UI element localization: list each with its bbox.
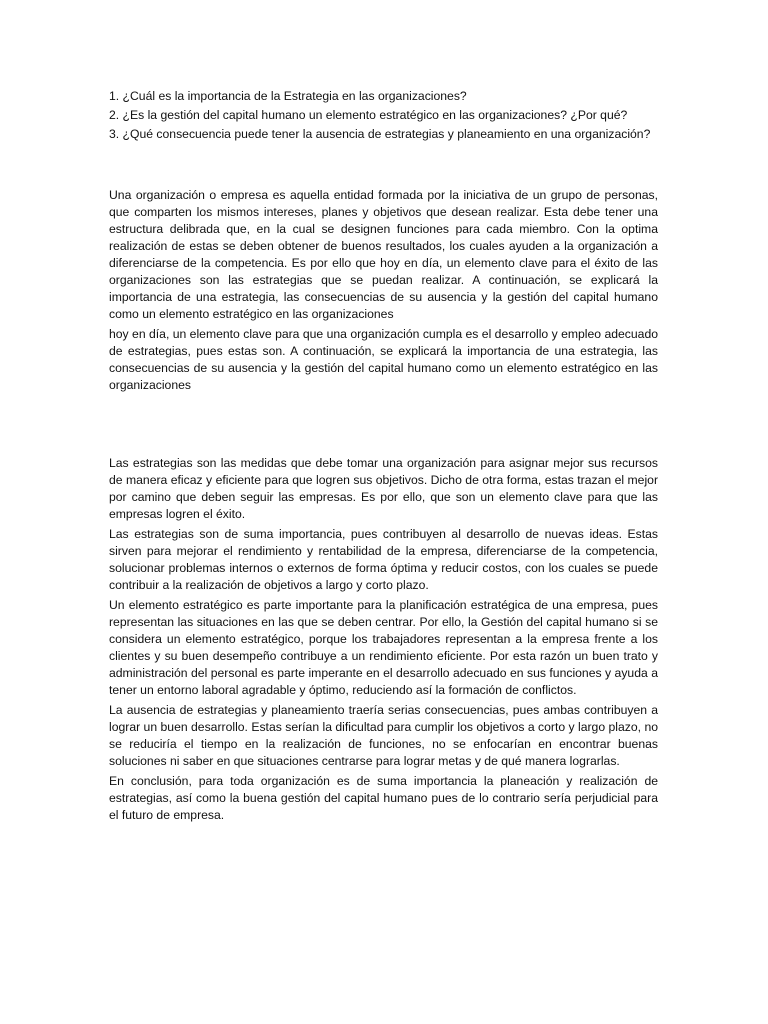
questions-list <box>109 88 658 143</box>
intro-paragraph: hoy en día, un elemento clave para que una organización cumpla es el desarrollo y empleo adecuado de estrategias, pues estas son. A continuación, se explicará la importancia de una estrategia, las consecuencias de su ausencia y la gestión del capital humano como un elemento estratégico en las organizaciones <box>109 327 658 392</box>
question-2: 2. ¿Es la gestión del capital humano un elemento estratégico en las organizaciones? ¿Por qué? <box>109 108 628 122</box>
body-paragraph: La ausencia de estrategias y planeamiento traería serias consecuencias, pues ambas contribuyen a lograr un buen desarrollo. Estas serían la dificultad para cumplir los objetivos a corto y largo plazo, no se reduciría el tiempo en la realización de funciones, no se enfocarían en encontrar buenas soluciones ni saber en que situaciones centrarse para lograr metas y de qué manera lograrlas. <box>109 703 658 768</box>
intro-section <box>109 187 658 394</box>
body-paragraph: Las estrategias son de suma importancia, pues contribuyen al desarrollo de nuevas ideas. Estas sirven para mejorar el rendimiento y rentabilidad de la empresa, diferenciarse de la competencia, solucionar problemas internos o externos de forma óptima y reducir costos, con los cuales se puede contribuir a la realización de objetivos a largo y corto plazo. <box>109 527 658 592</box>
body-paragraph: Las estrategias son las medidas que debe tomar una organización para asignar mejor sus recursos de manera eficaz y eficiente para que logren sus objetivos. Dicho de otra forma, estas trazan el mejor por camino que deben seguir las empresas. Es por ello, que son un elemento clave para que las empresas logren el éxito. <box>109 456 658 521</box>
spacer <box>109 145 658 187</box>
document-page <box>109 88 658 827</box>
body-paragraph: Un elemento estratégico es parte importante para la planificación estratégica de una empresa, pues representan las situaciones en las que se deben centrar. Por ello, la Gestión del capital humano si se considera un elemento estratégico, porque los trabajadores representan a la empresa frente a los clientes y su buen desempeño contribuye a un rendimiento eficiente. Por esta razón un buen trato y administración del personal es parte imperante en el desarrollo adecuado en sus funciones y ayuda a tener un entorno laboral agradable y óptimo, reduciendo así la formación de conflictos. <box>109 598 658 697</box>
spacer <box>109 397 658 455</box>
body-section <box>109 455 658 824</box>
body-paragraph: En conclusión, para toda organización es de suma importancia la planeación y realización de estrategias, así como la buena gestión del capital humano pues de lo contrario sería perjudicial para el futuro de empresa. <box>109 774 658 822</box>
question-3: 3. ¿Qué consecuencia puede tener la ausencia de estrategias y planeamiento en una organización? <box>109 127 651 141</box>
intro-paragraph: Una organización o empresa es aquella entidad formada por la iniciativa de un grupo de personas, que comparten los mismos intereses, planes y objetivos que desean realizar. Esta debe tener una estructura delibrada que, en la cual se designen funciones para cada miembro. Con la optima realización de estas se deben obtener de buenos resultados, los cuales ayuden a la organización a diferenciarse de la competencia. Es por ello que hoy en día, un elemento clave para el éxito de las organizaciones son las estrategias que se puedan realizar. A continuación, se explicará la importancia de una estrategia, las consecuencias de su ausencia y la gestión del capital humano como un elemento estratégico en las organizaciones <box>109 188 658 321</box>
question-1: 1. ¿Cuál es la importancia de la Estrategia en las organizaciones? <box>109 89 467 103</box>
